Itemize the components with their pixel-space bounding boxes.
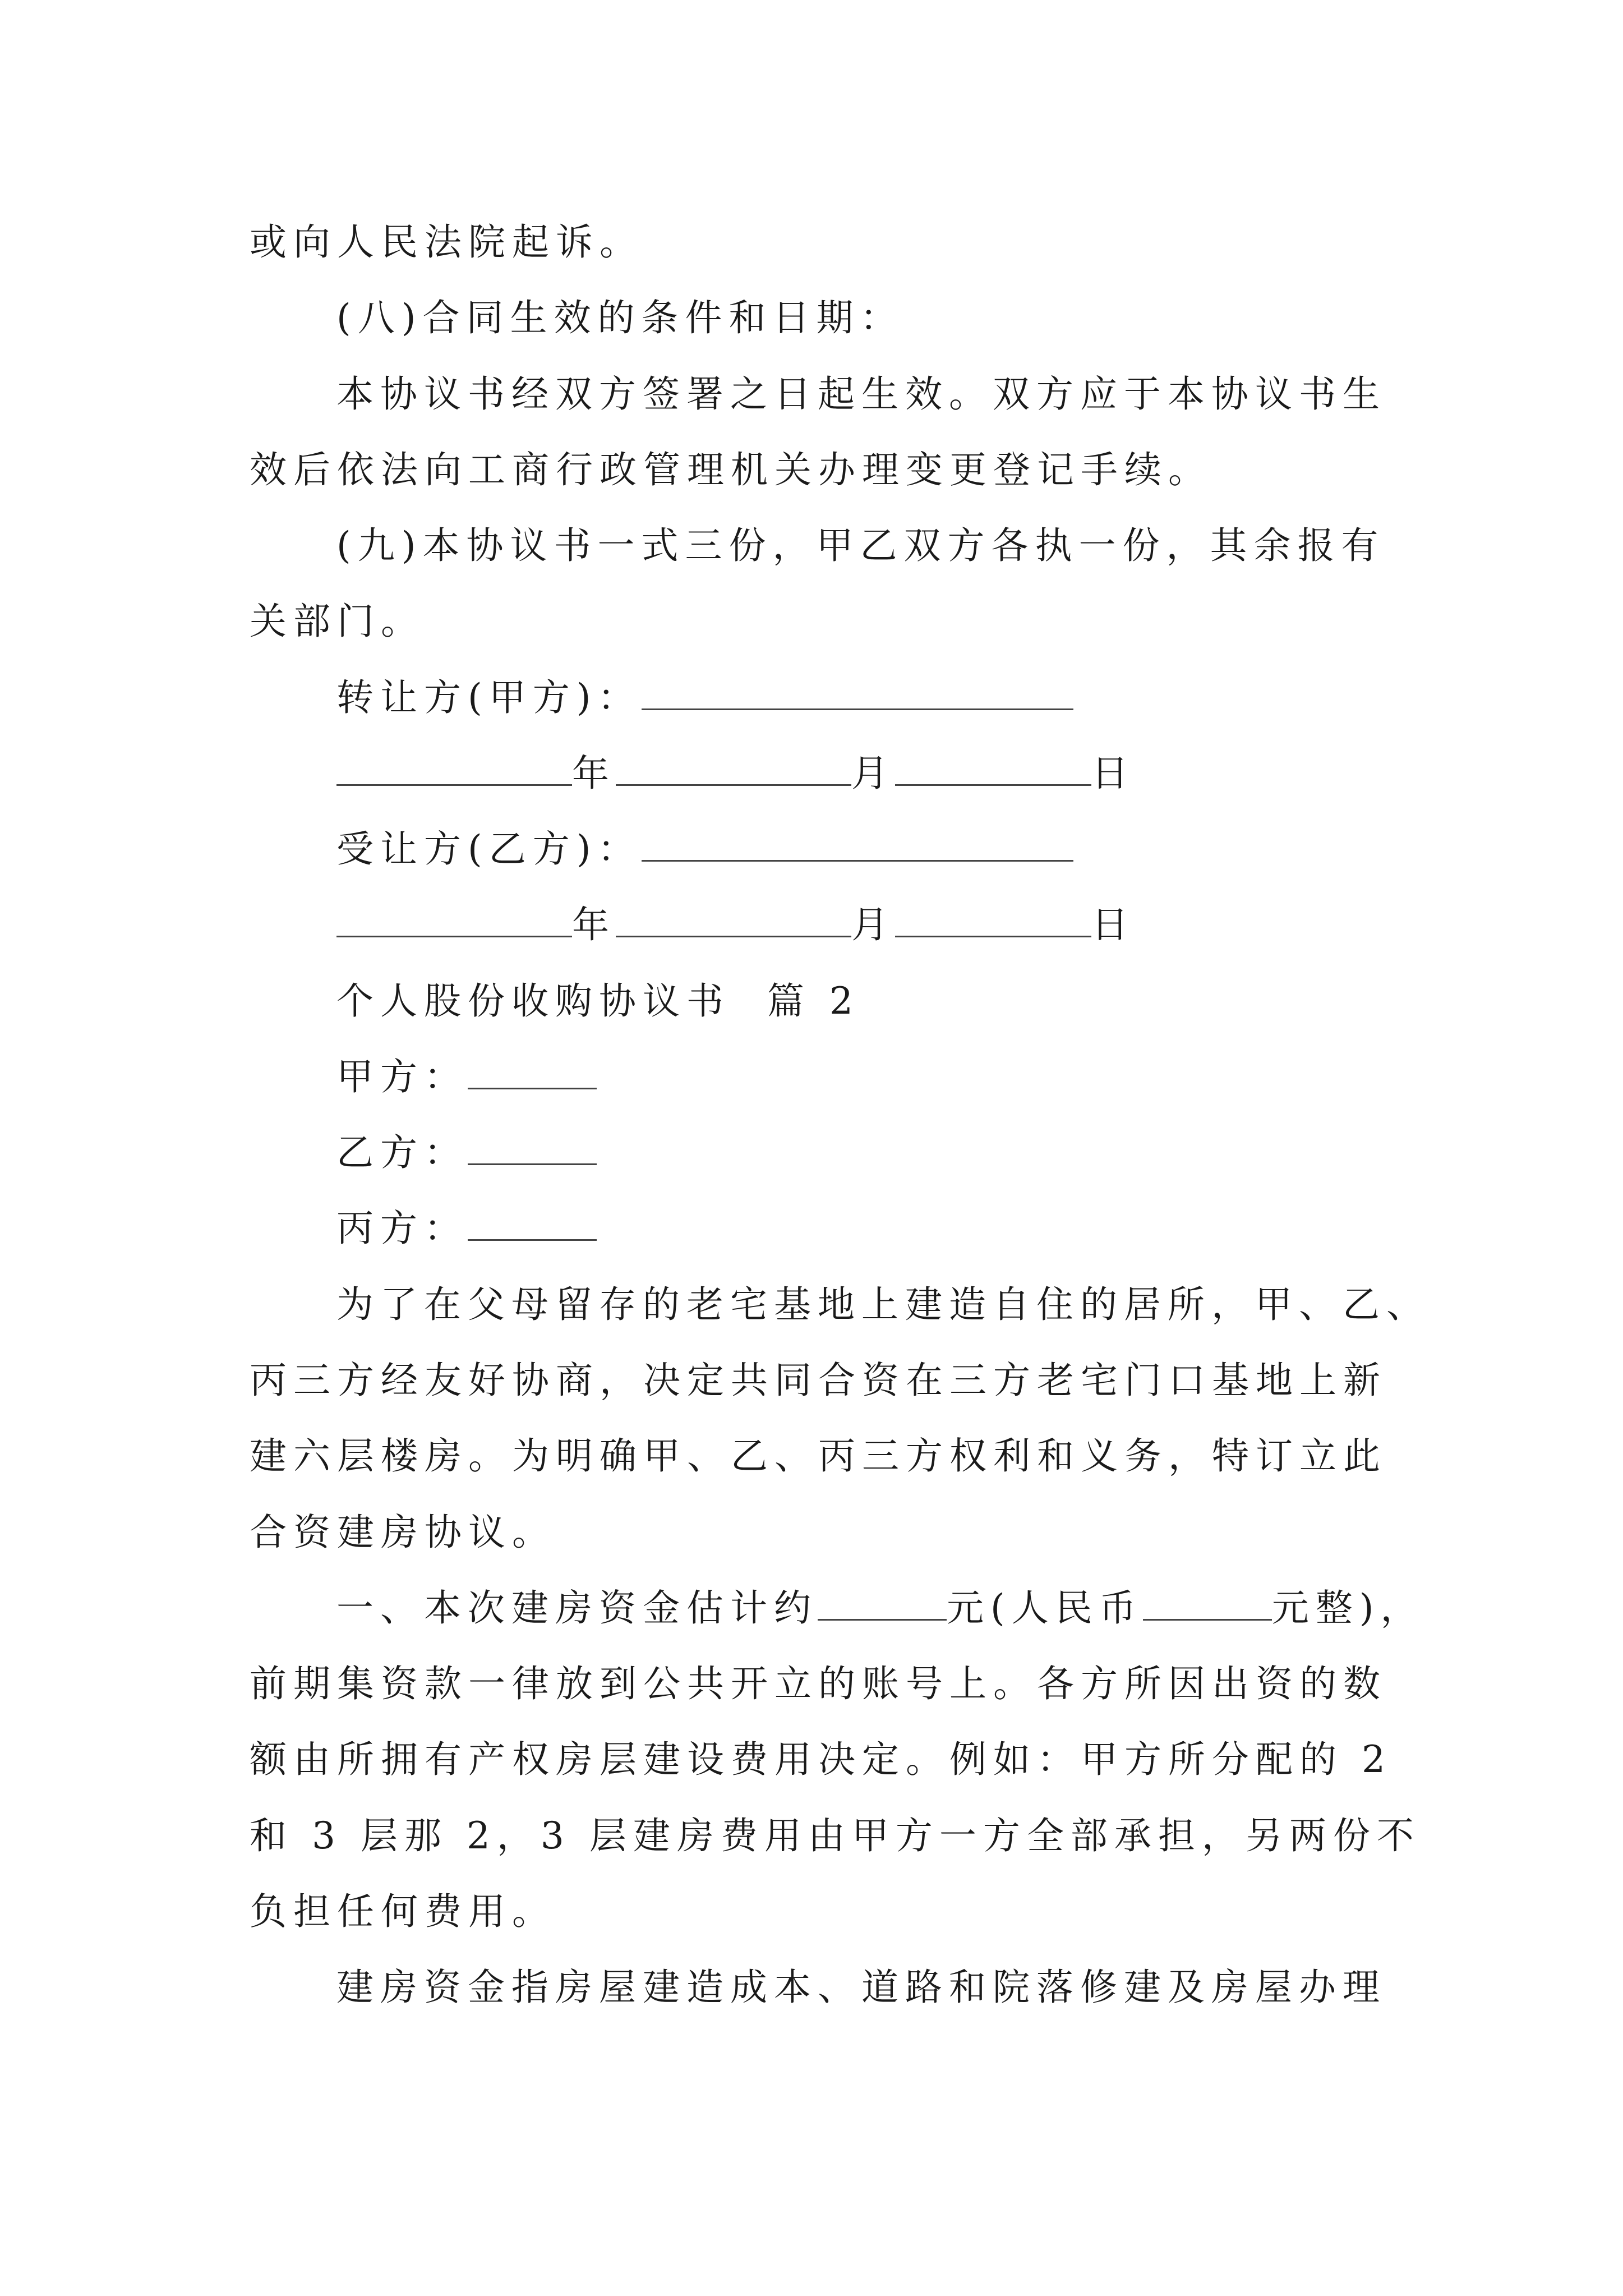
paragraph-line: 建六层楼房。为明确甲、乙、丙三方权利和义务，特订立此 xyxy=(250,1434,1387,1478)
section-title: 个人股份收购协议书 篇 2 xyxy=(336,979,860,1023)
party-b-label: 乙方： xyxy=(336,1131,468,1174)
year-label: 年 xyxy=(572,903,616,946)
date-line xyxy=(336,903,1135,947)
year-label: 年 xyxy=(572,752,616,795)
paragraph-line: 建房资金指房屋建造成本、道路和院落修建及房屋办理 xyxy=(336,1966,1386,2009)
paragraph-line: 或向人民法院起诉。 xyxy=(250,220,643,264)
clause-nine: (九)本协议书一式三份，甲乙双方各执一份，其余报有 xyxy=(336,524,1385,567)
rmb-text: 元(人民币 xyxy=(947,1586,1143,1630)
amount-rmb-blank xyxy=(1143,1586,1272,1621)
month-blank xyxy=(616,903,851,937)
clause-one-line xyxy=(336,1586,1424,1631)
paragraph-line: 前期集资款一律放到公共开立的账号上。各方所因出资的数 xyxy=(250,1662,1387,1705)
day-label: 日 xyxy=(1091,752,1135,795)
party-c-line xyxy=(336,1206,597,1251)
party-b-line xyxy=(336,1130,597,1175)
amount-blank xyxy=(818,1586,947,1621)
paragraph-line: 为了在父母留存的老宅基地上建造自住的居所，甲、乙、 xyxy=(336,1283,1430,1326)
party-b-blank xyxy=(468,1131,597,1165)
signature-blank xyxy=(642,827,1073,862)
party-a-blank xyxy=(468,1055,597,1089)
month-label: 月 xyxy=(851,903,895,946)
day-blank xyxy=(895,903,1091,937)
paragraph-line: 丙三方经友好协商，决定共同合资在三方老宅门口基地上新 xyxy=(250,1359,1387,1402)
date-line xyxy=(336,751,1135,796)
paragraph-line: 关部门。 xyxy=(250,600,425,643)
clause-one-text: 一、本次建房资金估计约 xyxy=(336,1586,818,1630)
transferee-signature-line xyxy=(336,827,1073,872)
day-blank xyxy=(895,752,1091,786)
transferee-label: 受让方(乙方)： xyxy=(336,827,642,871)
party-a-line xyxy=(336,1055,597,1099)
year-blank xyxy=(336,903,572,937)
party-a-label: 甲方： xyxy=(336,1055,468,1098)
party-c-label: 丙方： xyxy=(336,1207,468,1250)
transferor-label: 转让方(甲方)： xyxy=(336,676,642,719)
paragraph-line: 额由所拥有产权房层建设费用决定。例如：甲方所分配的 2 xyxy=(250,1738,1392,1781)
clause-eight-heading: (八)合同生效的条件和日期： xyxy=(336,296,904,339)
party-c-blank xyxy=(468,1207,597,1241)
month-label: 月 xyxy=(851,752,895,795)
year-blank xyxy=(336,752,572,786)
whole-text: 元整)， xyxy=(1271,1586,1424,1630)
paragraph-line: 负担任何费用。 xyxy=(250,1890,556,1933)
month-blank xyxy=(616,752,851,786)
signature-blank xyxy=(642,676,1073,710)
paragraph-line: 合资建房协议。 xyxy=(250,1511,556,1554)
day-label: 日 xyxy=(1091,903,1135,946)
paragraph-line: 和 3 层那 2，3 层建房费用由甲方一方全部承担，另两份不 xyxy=(250,1814,1421,1857)
transferor-signature-line xyxy=(336,675,1073,720)
paragraph-line: 效后依法向工商行政管理机关办理变更登记手续。 xyxy=(250,448,1212,491)
paragraph-line: 本协议书经双方签署之日起生效。双方应于本协议书生 xyxy=(336,372,1386,416)
